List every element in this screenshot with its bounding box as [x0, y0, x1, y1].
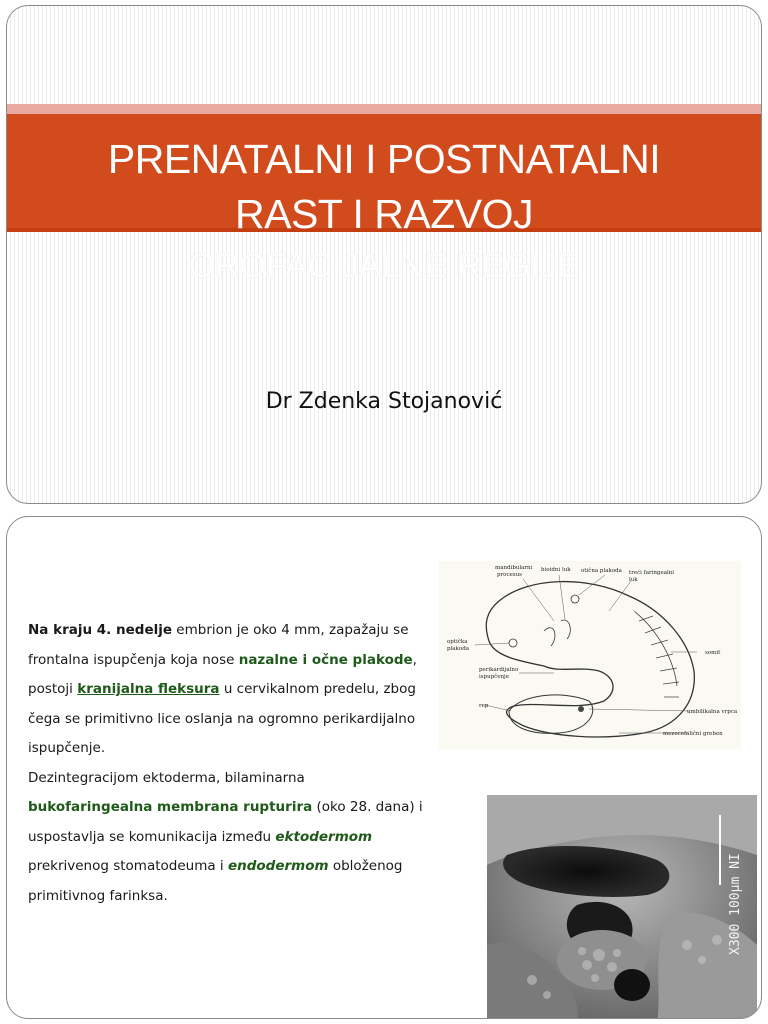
- sem-image: [487, 795, 757, 1019]
- embryo-drawing: [439, 561, 741, 749]
- text-segment: prekrivenog stomatodeuma i: [28, 858, 228, 874]
- text-segment: embrion je oko 4 mm, zapažaju se frontalna ispupčenja koja nose: [28, 622, 409, 668]
- label-somite: somit: [705, 650, 721, 656]
- sem-scale-label: X300 100μm NI: [728, 853, 743, 955]
- slide-title: [7, 132, 761, 286]
- sem-micrograph: [487, 795, 757, 1019]
- label-optic: optička: [447, 639, 468, 645]
- label-hyoid: hioidni luk: [541, 567, 571, 573]
- label-placode: plakoda: [447, 646, 470, 652]
- title-line-3: OROFACIJALNE REGIJE: [188, 247, 580, 285]
- label-third-arch: treći faringealni: [629, 570, 675, 576]
- author-name: Dr Zdenka Stojanović: [265, 389, 503, 414]
- slide-body-text: [28, 616, 428, 911]
- text-ectoderm: ektodermom: [275, 828, 373, 845]
- embryo-diagram: [439, 561, 741, 749]
- text-segment: , postoji: [28, 651, 417, 697]
- label-arch: luk: [629, 577, 638, 583]
- title-slide: [6, 5, 762, 504]
- text-week-heading: Na kraju 4. nedelje: [28, 622, 173, 638]
- text-segment: obloženog primitivnog farinksa.: [28, 858, 403, 904]
- text-segment: u cervikalnom predelu, zbog čega se primitivno lice oslanja na ogromno perikardijalno ispupčenje.: [28, 681, 416, 756]
- label-umbilical: umbilikalna vrpca: [687, 709, 738, 715]
- text-segment: (oko 28. dana) i uspostavlja se komunikacija između: [28, 799, 423, 845]
- text-placodes: nazalne i očne plakode: [238, 651, 413, 668]
- text-membrane: bukofaringealna membrana rupturira: [28, 799, 313, 815]
- label-mesocephalic: mezocefalični greben: [663, 731, 723, 737]
- title-line-2: RAST I RAZVOJ: [234, 191, 534, 237]
- content-slide: [6, 516, 762, 1019]
- label-otic: otična plakoda: [581, 568, 622, 574]
- label-pericardial: perikardijalno: [479, 667, 519, 673]
- accent-band: [7, 104, 761, 114]
- label-mandibular: mandibularni: [495, 565, 533, 571]
- text-endoderm: endodermom: [227, 858, 329, 874]
- label-bulge: ispupčenje: [479, 674, 510, 680]
- label-tail: rep: [479, 703, 489, 709]
- text-segment: Dezintegracijom ektoderma, bilaminarna: [28, 769, 305, 786]
- text-cranial-flexure: kranijalna fleksura: [77, 681, 220, 697]
- label-process: procesus: [497, 572, 522, 578]
- title-line-1: PRENATALNI I POSTNATALNI: [107, 136, 661, 182]
